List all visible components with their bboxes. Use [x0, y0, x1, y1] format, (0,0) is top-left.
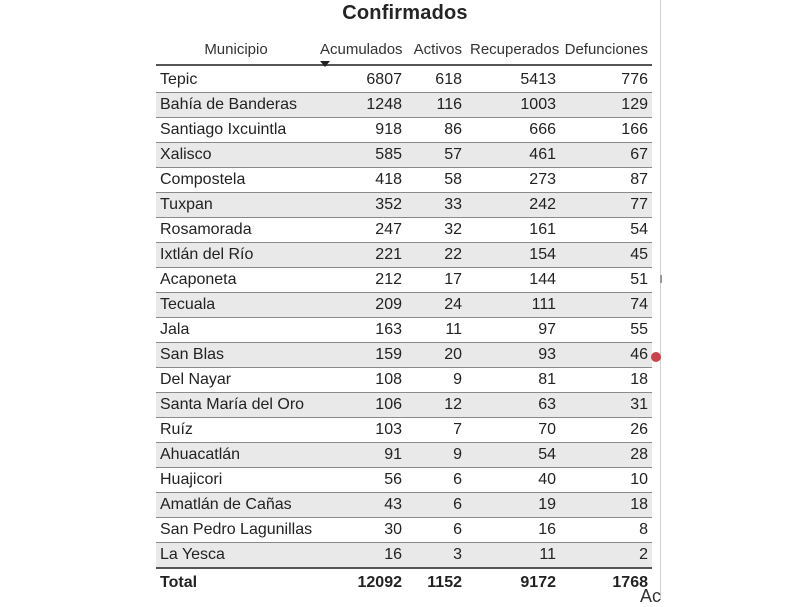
table-title: Confirmados — [342, 2, 468, 24]
cell-acumulados: 212 — [316, 268, 406, 293]
cell-acumulados: 585 — [316, 143, 406, 168]
cell-defunciones: 51 — [560, 268, 652, 293]
table-row[interactable] — [156, 443, 652, 468]
cell-acumulados: 6807 — [316, 65, 406, 93]
cell-acumulados: 163 — [316, 318, 406, 343]
cell-defunciones: 166 — [560, 118, 652, 143]
table-row[interactable] — [156, 143, 652, 168]
cell-activos: 6 — [406, 493, 466, 518]
cell-municipio: Rosamorada — [156, 218, 316, 243]
cell-acumulados: 106 — [316, 393, 406, 418]
table-row[interactable] — [156, 493, 652, 518]
cell-municipio: La Yesca — [156, 543, 316, 569]
cell-recuperados: 154 — [466, 243, 560, 268]
cell-municipio: Amatlán de Cañas — [156, 493, 316, 518]
sort-descending-icon[interactable] — [320, 61, 330, 67]
table-row[interactable] — [156, 168, 652, 193]
cell-activos: 3 — [406, 543, 466, 569]
cell-activos: 618 — [406, 65, 466, 93]
table-row[interactable] — [156, 368, 652, 393]
cell-recuperados: 144 — [466, 268, 560, 293]
cell-defunciones: 18 — [560, 493, 652, 518]
cell-recuperados: 40 — [466, 468, 560, 493]
cell-recuperados: 461 — [466, 143, 560, 168]
cell-municipio: Ahuacatlán — [156, 443, 316, 468]
cell-defunciones: 10 — [560, 468, 652, 493]
cell-acumulados: 209 — [316, 293, 406, 318]
cell-municipio: Ixtlán del Río — [156, 243, 316, 268]
cell-municipio: Santiago Ixcuintla — [156, 118, 316, 143]
total-row — [156, 568, 652, 597]
cell-defunciones: 87 — [560, 168, 652, 193]
total-label: Total — [156, 568, 316, 597]
cell-acumulados: 16 — [316, 543, 406, 569]
column-header-acumulados[interactable]: Acumulados — [316, 32, 406, 65]
cell-activos: 17 — [406, 268, 466, 293]
table-row[interactable] — [156, 393, 652, 418]
cell-municipio: San Blas — [156, 343, 316, 368]
table-row[interactable] — [156, 193, 652, 218]
table-row[interactable] — [156, 243, 652, 268]
cell-defunciones: 45 — [560, 243, 652, 268]
confirmados-table-visual — [150, 0, 660, 600]
marker-dot — [651, 352, 661, 362]
column-header-defunciones[interactable]: Defunciones — [564, 41, 648, 58]
cell-recuperados: 161 — [466, 218, 560, 243]
cell-acumulados: 43 — [316, 493, 406, 518]
cell-defunciones: 18 — [560, 368, 652, 393]
cell-municipio: Huajicori — [156, 468, 316, 493]
cell-recuperados: 1003 — [466, 93, 560, 118]
cell-municipio: Bahía de Banderas — [156, 93, 316, 118]
cell-recuperados: 242 — [466, 193, 560, 218]
column-header-recuperados[interactable]: Recuperados — [470, 41, 560, 58]
cell-acumulados: 352 — [316, 193, 406, 218]
cell-recuperados: 666 — [466, 118, 560, 143]
cell-acumulados: 418 — [316, 168, 406, 193]
cell-activos: 57 — [406, 143, 466, 168]
cell-activos: 7 — [406, 418, 466, 443]
cell-acumulados: 30 — [316, 518, 406, 543]
cell-recuperados: 11 — [466, 543, 560, 569]
cell-recuperados: 16 — [466, 518, 560, 543]
cell-activos: 20 — [406, 343, 466, 368]
cell-municipio: Tepic — [156, 65, 316, 93]
cell-acumulados: 91 — [316, 443, 406, 468]
cell-recuperados: 273 — [466, 168, 560, 193]
cell-activos: 58 — [406, 168, 466, 193]
confirmados-table — [156, 32, 652, 597]
cell-acumulados: 1248 — [316, 93, 406, 118]
cell-activos: 12 — [406, 393, 466, 418]
cell-recuperados: 81 — [466, 368, 560, 393]
total-activos: 1152 — [406, 568, 466, 597]
cell-recuperados: 97 — [466, 318, 560, 343]
table-row[interactable] — [156, 418, 652, 443]
header-row — [156, 32, 652, 65]
cell-defunciones: 129 — [560, 93, 652, 118]
cell-recuperados: 54 — [466, 443, 560, 468]
cell-defunciones: 8 — [560, 518, 652, 543]
table-row[interactable] — [156, 318, 652, 343]
cell-acumulados: 103 — [316, 418, 406, 443]
cell-defunciones: 77 — [560, 193, 652, 218]
cell-defunciones: 46 — [560, 343, 652, 368]
cutoff-label: Ac — [640, 586, 662, 606]
table-row[interactable] — [156, 93, 652, 118]
cell-activos: 6 — [406, 518, 466, 543]
cell-defunciones: 67 — [560, 143, 652, 168]
table-row[interactable] — [156, 293, 652, 318]
table-row[interactable] — [156, 118, 652, 143]
cell-municipio: Tecuala — [156, 293, 316, 318]
cell-activos: 33 — [406, 193, 466, 218]
table-row[interactable] — [156, 218, 652, 243]
table-row[interactable] — [156, 343, 652, 368]
table-row[interactable] — [156, 518, 652, 543]
cell-acumulados: 56 — [316, 468, 406, 493]
cell-activos: 9 — [406, 368, 466, 393]
cell-recuperados: 5413 — [466, 65, 560, 93]
cell-municipio: Acaponeta — [156, 268, 316, 293]
cell-municipio: Xalisco — [156, 143, 316, 168]
table-row[interactable] — [156, 543, 652, 569]
table-row[interactable] — [156, 65, 652, 93]
cell-acumulados: 108 — [316, 368, 406, 393]
cell-recuperados: 111 — [466, 293, 560, 318]
cell-municipio: Santa María del Oro — [156, 393, 316, 418]
cell-activos: 86 — [406, 118, 466, 143]
table-row[interactable] — [156, 268, 652, 293]
cell-municipio: Tuxpan — [156, 193, 316, 218]
cell-acumulados: 918 — [316, 118, 406, 143]
cell-activos: 24 — [406, 293, 466, 318]
table-row[interactable] — [156, 468, 652, 493]
cell-municipio: San Pedro Lagunillas — [156, 518, 316, 543]
cell-activos: 9 — [406, 443, 466, 468]
cell-acumulados: 221 — [316, 243, 406, 268]
cell-acumulados: 159 — [316, 343, 406, 368]
cell-defunciones: 26 — [560, 418, 652, 443]
total-defunciones: 1768 — [560, 568, 652, 597]
cell-recuperados: 70 — [466, 418, 560, 443]
cell-defunciones: 54 — [560, 218, 652, 243]
cell-defunciones: 28 — [560, 443, 652, 468]
cell-municipio: Del Nayar — [156, 368, 316, 393]
cell-activos: 116 — [406, 93, 466, 118]
cell-municipio: Jala — [156, 318, 316, 343]
total-acumulados: 12092 — [316, 568, 406, 597]
cell-activos: 22 — [406, 243, 466, 268]
cell-defunciones: 2 — [560, 543, 652, 569]
cell-defunciones: 31 — [560, 393, 652, 418]
cell-municipio: Ruíz — [156, 418, 316, 443]
cell-acumulados: 247 — [316, 218, 406, 243]
total-recuperados: 9172 — [466, 568, 560, 597]
cell-municipio: Compostela — [156, 168, 316, 193]
column-header-municipio[interactable]: Municipio — [204, 41, 268, 58]
cell-recuperados: 63 — [466, 393, 560, 418]
cell-recuperados: 19 — [466, 493, 560, 518]
cell-activos: 11 — [406, 318, 466, 343]
panel-edge — [660, 0, 661, 600]
cell-defunciones: 776 — [560, 65, 652, 93]
cell-defunciones: 74 — [560, 293, 652, 318]
cell-recuperados: 93 — [466, 343, 560, 368]
scroll-indicator[interactable] — [660, 275, 662, 283]
cell-activos: 32 — [406, 218, 466, 243]
cell-defunciones: 55 — [560, 318, 652, 343]
column-header-activos[interactable]: Activos — [413, 41, 462, 58]
cell-activos: 6 — [406, 468, 466, 493]
